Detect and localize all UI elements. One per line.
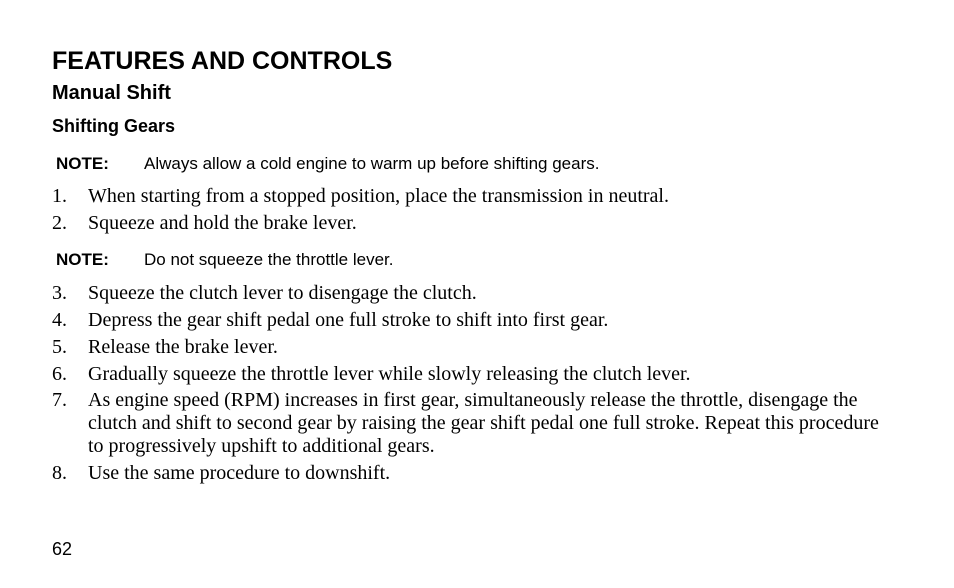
list-item (52, 362, 882, 389)
list-item (52, 211, 882, 238)
step-number: 2. (52, 212, 67, 234)
list-item (52, 335, 882, 362)
step-number: 3. (52, 282, 67, 304)
note-warm-up (56, 153, 599, 175)
step-number: 6. (52, 363, 67, 385)
steps-list-first (52, 184, 882, 238)
note-text: Always allow a cold engine to warm up before shifting gears. (144, 154, 600, 173)
section-title: FEATURES AND CONTROLS (52, 47, 393, 75)
step-text: Depress the gear shift pedal one full stroke to shift into first gear. (88, 309, 609, 331)
step-text: Squeeze and hold the brake lever. (88, 212, 357, 234)
subsection-title: Manual Shift (52, 82, 171, 104)
note-text: Do not squeeze the throttle lever. (144, 250, 394, 269)
topic-title: Shifting Gears (52, 116, 176, 136)
step-number: 5. (52, 336, 67, 358)
list-item (52, 461, 882, 488)
step-number: 8. (52, 462, 67, 484)
step-text: When starting from a stopped position, place the transmission in neutral. (88, 185, 669, 207)
step-text: Release the brake lever. (88, 336, 278, 358)
step-number: 7. (52, 389, 67, 411)
list-item (52, 281, 882, 308)
steps-list-second (52, 281, 882, 488)
step-text: Use the same procedure to downshift. (88, 462, 391, 484)
note-throttle (56, 249, 394, 271)
step-number: 1. (52, 185, 67, 207)
list-item (52, 389, 882, 458)
note-label: NOTE: (56, 250, 109, 269)
step-text: Squeeze the clutch lever to disengage the clutch. (88, 282, 477, 304)
page-number: 62 (52, 539, 73, 559)
step-text: As engine speed (RPM) increases in first gear, simultaneously release the throttle, disengage the clutch and shift to second gear by raising the gear shift pedal one full stroke. Repeat this procedure to progressively upshift to additional gears. (88, 389, 879, 457)
list-item (52, 308, 882, 335)
note-label: NOTE: (56, 154, 109, 173)
step-number: 4. (52, 309, 67, 331)
list-item (52, 184, 882, 211)
step-text: Gradually squeeze the throttle lever while slowly releasing the clutch lever. (88, 363, 691, 385)
